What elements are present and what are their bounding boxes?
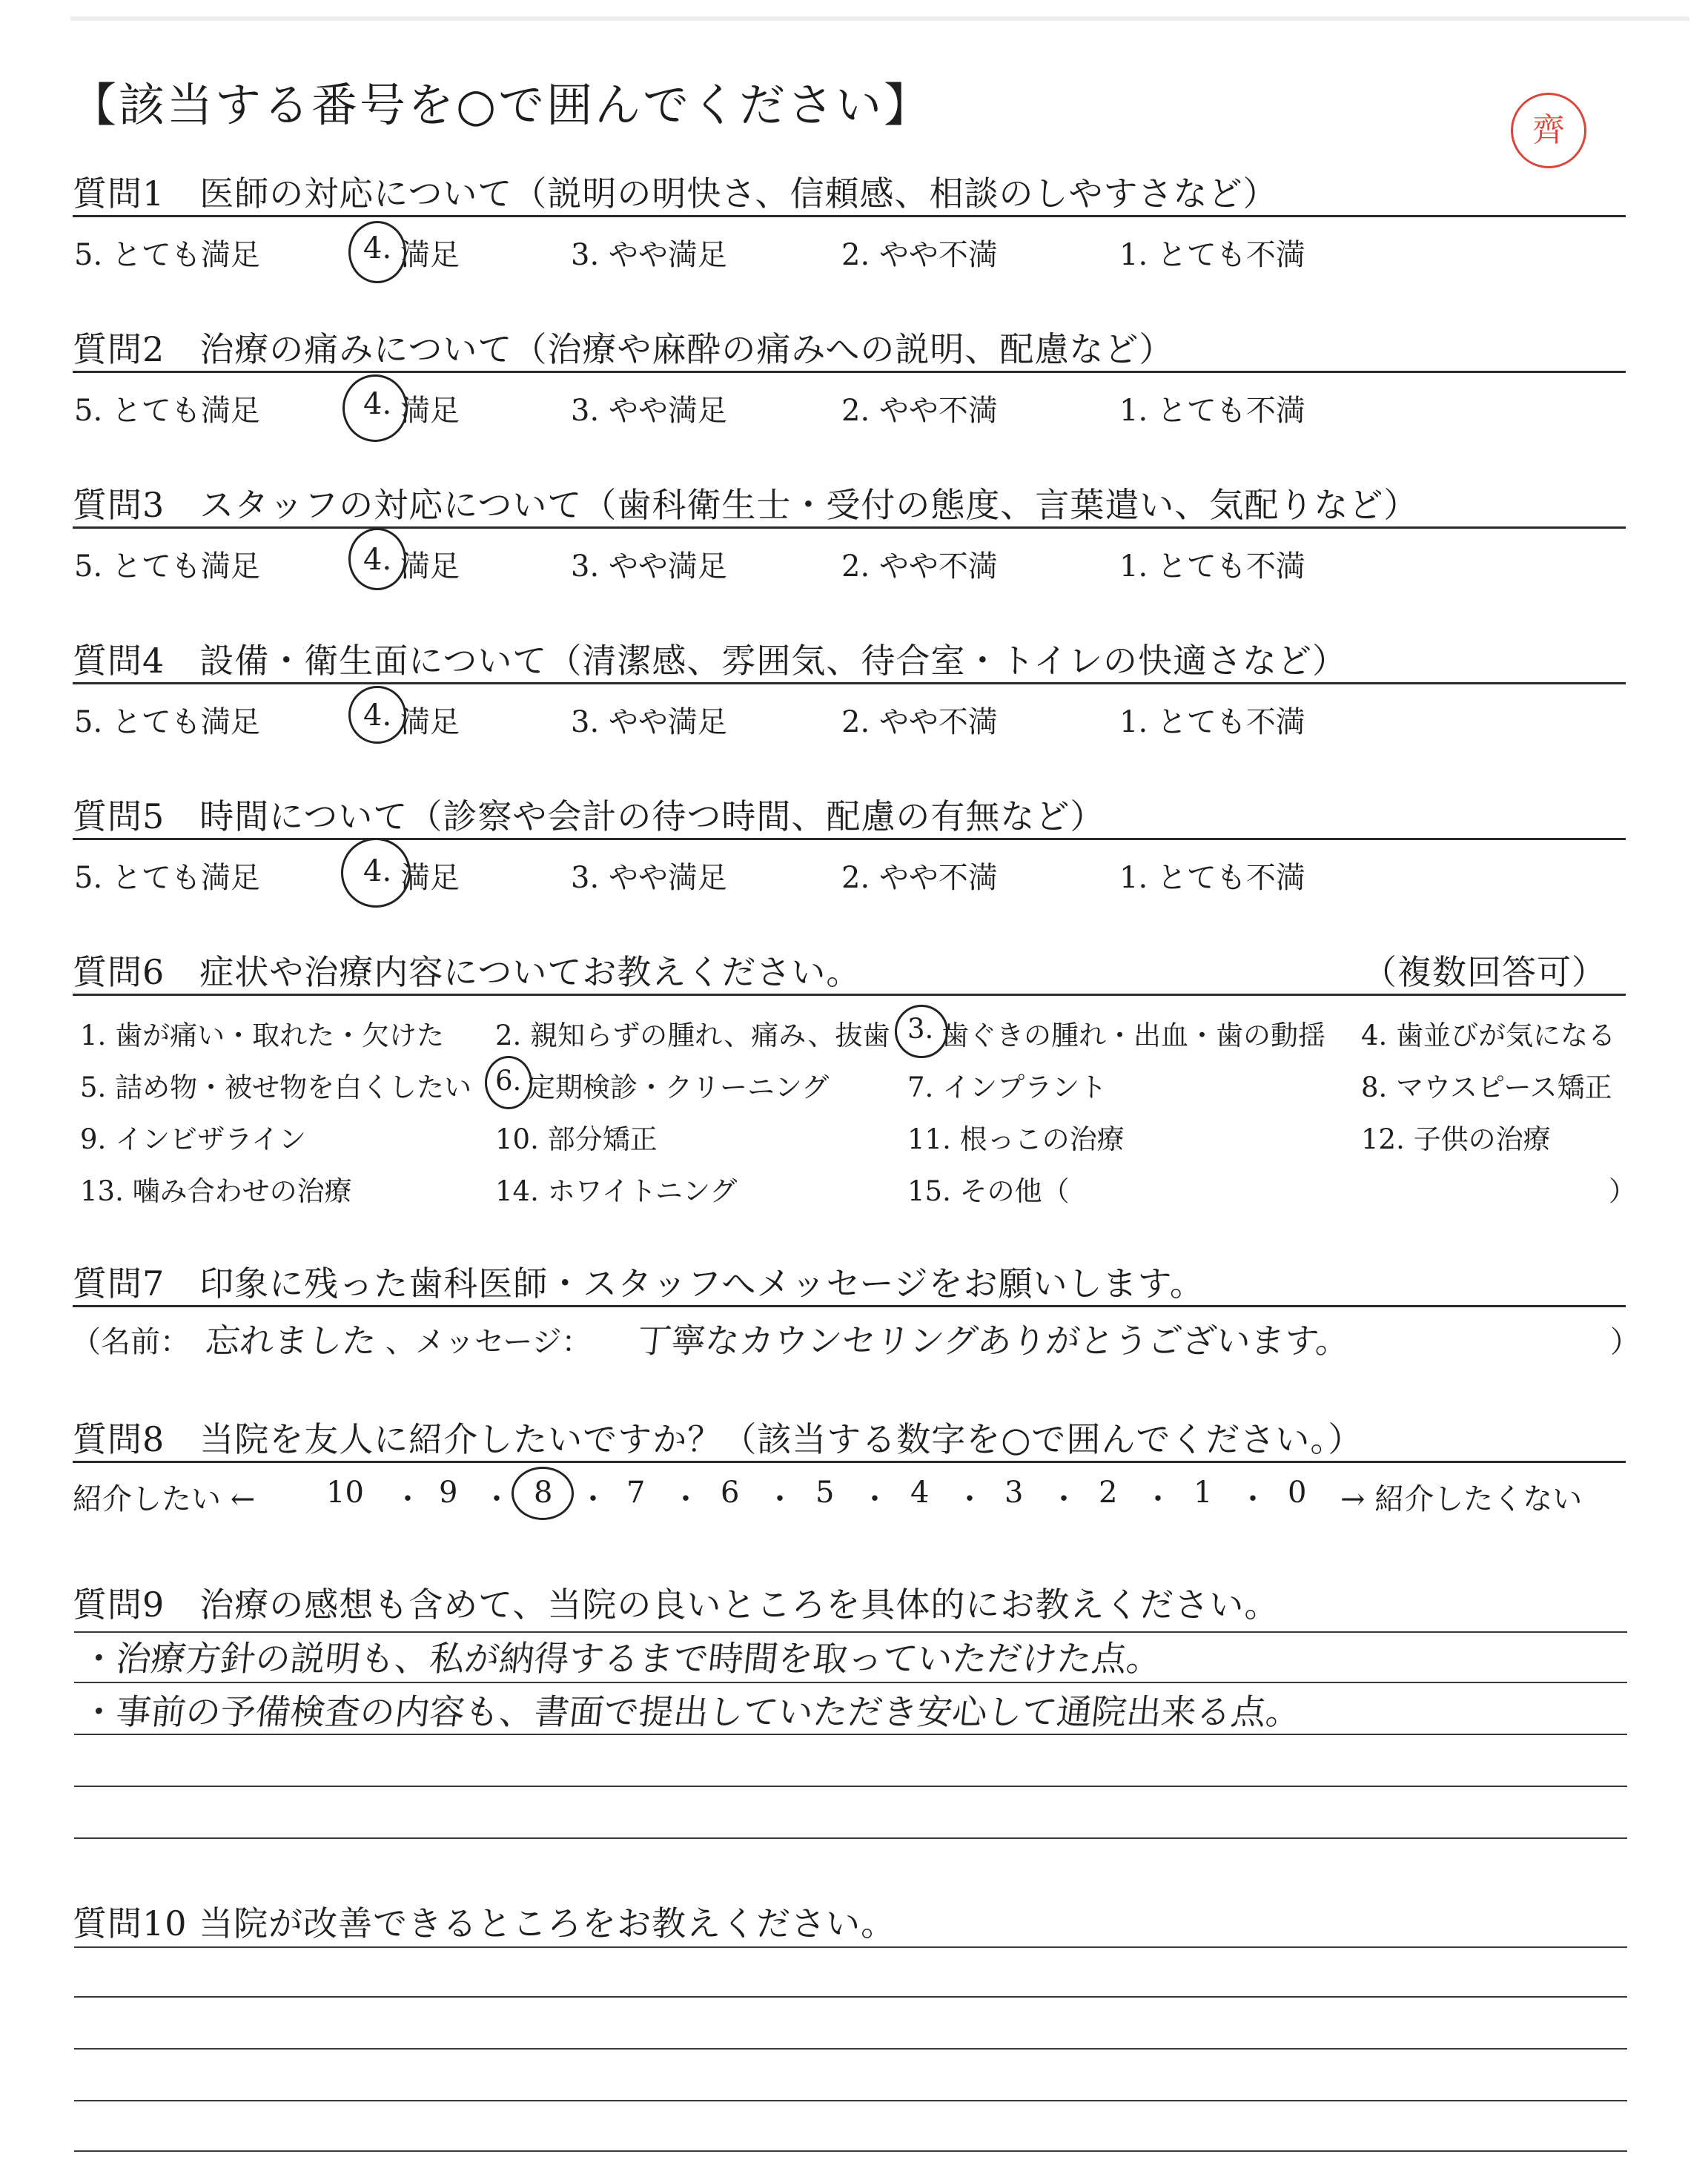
rating-option-4-label[interactable]: 満足 (400, 238, 460, 272)
rating-option-2[interactable]: 2. やや不満 (841, 238, 998, 272)
scale-left-label: 紹介したい ← (73, 1482, 256, 1516)
scale-number-4[interactable]: 4 (910, 1476, 930, 1510)
question-9-title: 質問9 治療の感想も含めて、当院の良いところを具体的にお教えください。 (73, 1585, 1280, 1625)
answer-circle-mark (341, 838, 411, 908)
scale-dot: ・ (860, 1482, 890, 1516)
question-1-title: 質問1 医師の対応について（説明の明快さ、信頼感、相談のしやすさなど） (73, 174, 1278, 214)
message-label: 、メッセージ： (385, 1325, 592, 1359)
treatment-option-7[interactable]: 7. インプラント (907, 1071, 1108, 1103)
question-6-rule (73, 994, 1626, 996)
treatment-option-9[interactable]: 9. インビザライン (80, 1123, 306, 1155)
rating-option-2[interactable]: 2. やや不満 (841, 705, 998, 739)
rating-option-3[interactable]: 3. やや満足 (571, 238, 727, 272)
rating-option-2[interactable]: 2. やや不満 (841, 394, 998, 428)
rating-option-5[interactable]: 5. とても満足 (74, 861, 260, 895)
treatment-option-4[interactable]: 4. 歯並びが気になる (1361, 1020, 1616, 1051)
rating-option-4-number[interactable]: 4. (363, 543, 392, 577)
treatment-option-8[interactable]: 8. マウスピース矯正 (1361, 1071, 1612, 1103)
treatment-option-12[interactable]: 12. 子供の治療 (1361, 1123, 1551, 1155)
treatment-option-3-number[interactable]: 3. (907, 1013, 934, 1045)
question-8-rule (73, 1461, 1626, 1463)
scale-number-3[interactable]: 3 (1004, 1476, 1024, 1510)
scale-right-label: → 紹介したくない (1340, 1482, 1583, 1516)
question-5-title: 質問5 時間について（診察や会計の待つ時間、配慮の有無など） (73, 796, 1105, 836)
question-8-title: 質問8 当院を友人に紹介したいですか？（該当する数字を○で囲んでください。） (73, 1419, 1363, 1459)
scale-number-10[interactable]: 10 (326, 1476, 364, 1510)
scale-dot: ・ (671, 1482, 701, 1516)
rating-option-1[interactable]: 1. とても不満 (1119, 705, 1305, 739)
treatment-option-13[interactable]: 13. 噛み合わせの治療 (80, 1175, 352, 1207)
handwritten-answer-line-2[interactable]: ・事前の予備検査の内容も、書面で提出していただき安心して通院出来る点。 (79, 1692, 1303, 1733)
handwritten-message[interactable]: 丁寧なカウンセリングありがとうございます。 (635, 1321, 1352, 1361)
scale-number-6[interactable]: 6 (721, 1476, 740, 1510)
scale-dot: ・ (578, 1482, 608, 1516)
scale-dot: ・ (1143, 1482, 1173, 1516)
rating-option-1[interactable]: 1. とても不満 (1119, 238, 1305, 272)
rating-option-4-number[interactable]: 4. (363, 387, 392, 421)
question-1-rule (73, 215, 1626, 217)
rating-option-3[interactable]: 3. やや満足 (571, 705, 727, 739)
rating-option-4-label[interactable]: 満足 (400, 861, 460, 895)
scale-number-1[interactable]: 1 (1194, 1476, 1213, 1510)
form-header: 【該当する番号を○で囲んでください】 (70, 78, 933, 132)
treatment-option-1[interactable]: 1. 歯が痛い・取れた・欠けた (80, 1020, 445, 1051)
rating-option-2[interactable]: 2. やや不満 (841, 861, 998, 895)
scale-number-0[interactable]: 0 (1288, 1476, 1307, 1510)
scale-dot: ・ (1238, 1482, 1268, 1516)
scale-number-2[interactable]: 2 (1099, 1476, 1118, 1510)
answer-circle-mark (512, 1467, 574, 1520)
rating-option-4-number[interactable]: 4. (363, 231, 392, 265)
handwritten-answer-line-1[interactable]: ・治療方針の説明も、私が納得するまで時間を取っていただけた点。 (79, 1639, 1164, 1680)
question-7-rule (73, 1305, 1626, 1307)
scale-number-5[interactable]: 5 (815, 1476, 835, 1510)
treatment-option-15[interactable]: 15. その他（ (907, 1175, 1070, 1207)
answer-line (74, 1946, 1627, 1948)
rating-option-3[interactable]: 3. やや満足 (571, 394, 727, 428)
answer-line (74, 1682, 1627, 1683)
treatment-option-5[interactable]: 5. 詰め物・被せ物を白くしたい (80, 1071, 472, 1103)
rating-option-4-number[interactable]: 4. (363, 854, 392, 888)
answer-circle-mark (895, 1005, 948, 1058)
answer-line (74, 2048, 1627, 2050)
question-4-rule (73, 682, 1626, 684)
scale-dot: ・ (393, 1482, 423, 1516)
rating-option-5[interactable]: 5. とても満足 (74, 549, 260, 584)
rating-option-5[interactable]: 5. とても満足 (74, 394, 260, 428)
rating-option-4-label[interactable]: 満足 (400, 394, 460, 428)
answer-circle-mark (485, 1056, 532, 1109)
scale-dot: ・ (955, 1482, 984, 1516)
scale-dot: ・ (482, 1482, 512, 1516)
question-2-rule (73, 371, 1626, 373)
rating-option-1[interactable]: 1. とても不満 (1119, 394, 1305, 428)
question-6-note: （複数回答可） (1363, 952, 1606, 992)
treatment-option-10[interactable]: 10. 部分矯正 (495, 1123, 658, 1155)
answer-line (74, 2150, 1627, 2152)
rating-option-3[interactable]: 3. やや満足 (571, 549, 727, 584)
message-close-paren: ） (1610, 1325, 1640, 1359)
scale-dot: ・ (1049, 1482, 1079, 1516)
question-10-title: 質問10 当院が改善できるところをお教えください。 (73, 1903, 896, 1943)
scale-number-9[interactable]: 9 (439, 1476, 458, 1510)
question-7-title: 質問7 印象に残った歯科医師・スタッフへメッセージをお願いします。 (73, 1264, 1205, 1304)
rating-option-1[interactable]: 1. とても不満 (1119, 861, 1305, 895)
rating-option-1[interactable]: 1. とても不満 (1119, 549, 1305, 584)
treatment-option-6-number[interactable]: 6. (495, 1065, 522, 1097)
rating-option-3[interactable]: 3. やや満足 (571, 861, 727, 895)
question-3-title: 質問3 スタッフの対応について（歯科衛生士・受付の態度、言葉遣い、気配りなど） (73, 485, 1419, 525)
treatment-option-2[interactable]: 2. 親知らずの腫れ、痛み、抜歯 (495, 1020, 890, 1051)
scale-number-8[interactable]: 8 (534, 1476, 553, 1510)
answer-line (74, 2100, 1627, 2101)
message-open-paren: （名前： (71, 1325, 190, 1359)
question-6-title: 質問6 症状や治療内容についてお教えください。 (73, 952, 861, 992)
question-2-title: 質問2 治療の痛みについて（治療や麻酔の痛みへの説明、配慮など） (73, 329, 1174, 369)
rating-option-5[interactable]: 5. とても満足 (74, 238, 260, 272)
rating-option-4-label[interactable]: 満足 (400, 549, 460, 584)
rating-option-5[interactable]: 5. とても満足 (74, 705, 260, 739)
treatment-option-6-label[interactable]: 定期検診・クリーニング (528, 1071, 830, 1103)
treatment-option-14[interactable]: 14. ホワイトニング (495, 1175, 738, 1207)
answer-circle-mark (348, 221, 406, 283)
rating-option-4-label[interactable]: 満足 (400, 705, 460, 739)
other-close-paren: ） (1609, 1175, 1636, 1207)
scale-dot: ・ (765, 1482, 795, 1516)
answer-line (74, 1786, 1627, 1787)
scan-top-edge (0, 0, 1708, 30)
answer-line (74, 1837, 1627, 1839)
answer-line (74, 1996, 1627, 1998)
handwritten-name[interactable]: 忘れました (203, 1321, 379, 1361)
seal-stamp: 齊 (1511, 93, 1586, 168)
question-4-title: 質問4 設備・衛生面について（清潔感、雰囲気、待合室・トイレの快適さなど） (73, 641, 1348, 681)
rating-option-4-number[interactable]: 4. (363, 698, 392, 733)
answer-circle-mark (342, 374, 408, 442)
answer-circle-mark (348, 686, 406, 744)
question-5-rule (73, 838, 1626, 840)
answer-circle-mark (348, 528, 406, 590)
treatment-option-3-label[interactable]: 歯ぐきの腫れ・出血・歯の動揺 (941, 1020, 1325, 1051)
question-3-rule (73, 526, 1626, 529)
scale-number-7[interactable]: 7 (626, 1476, 646, 1510)
rating-option-2[interactable]: 2. やや不満 (841, 549, 998, 584)
treatment-option-11[interactable]: 11. 根っこの治療 (907, 1123, 1125, 1155)
